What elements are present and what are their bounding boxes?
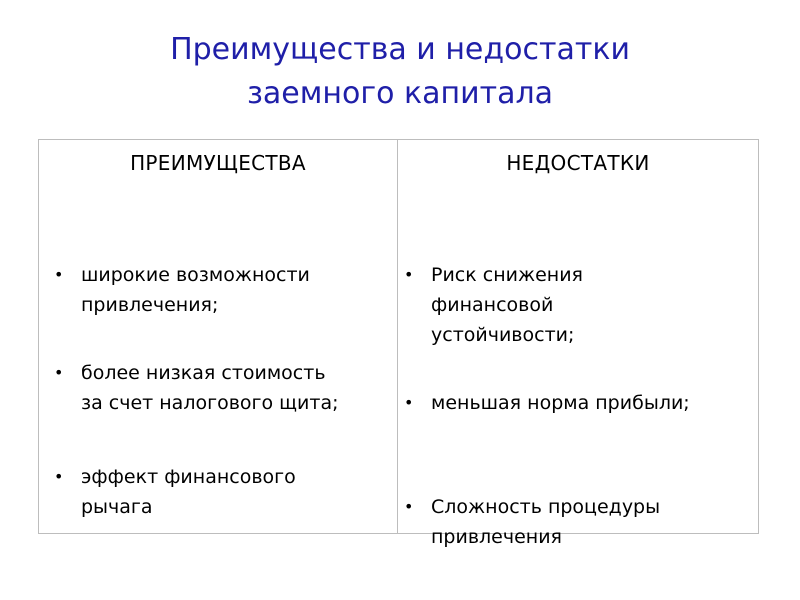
item-line: устойчивости; xyxy=(431,324,575,346)
list-item xyxy=(404,492,661,552)
disadvantages-header: НЕДОСТАТКИ xyxy=(506,151,650,175)
list-item xyxy=(54,358,339,418)
item-line: широкие возможности xyxy=(81,264,310,286)
item-line: Сложность процедуры xyxy=(431,496,661,518)
item-line: привлечения; xyxy=(81,294,219,316)
slide-title xyxy=(0,28,800,116)
item-line: Риск снижения xyxy=(431,264,583,286)
bullet-icon: • xyxy=(404,265,414,284)
item-line: за счет налогового щита; xyxy=(81,392,339,414)
bullet-icon: • xyxy=(54,467,64,486)
item-line: более низкая стоимость xyxy=(81,362,326,384)
comparison-table xyxy=(38,139,759,548)
list-item xyxy=(54,462,296,522)
title-line-1: Преимущества и недостатки xyxy=(170,32,630,67)
disadvantages-column xyxy=(398,140,758,548)
item-line: меньшая норма прибыли; xyxy=(431,392,690,414)
item-line: финансовой xyxy=(431,294,554,316)
item-line: эффект финансового xyxy=(81,466,296,488)
bullet-icon: • xyxy=(54,265,64,284)
list-item xyxy=(54,260,310,320)
title-line-2: заемного капитала xyxy=(246,76,554,111)
bullet-icon: • xyxy=(54,363,64,382)
bullet-icon: • xyxy=(404,497,414,516)
advantages-header: ПРЕИМУЩЕСТВА xyxy=(130,151,306,175)
list-item xyxy=(404,260,583,350)
bullet-icon: • xyxy=(404,393,414,412)
item-line: привлечения xyxy=(431,526,562,548)
item-line: рычага xyxy=(81,496,153,518)
list-item xyxy=(404,388,690,418)
advantages-column xyxy=(39,140,398,533)
